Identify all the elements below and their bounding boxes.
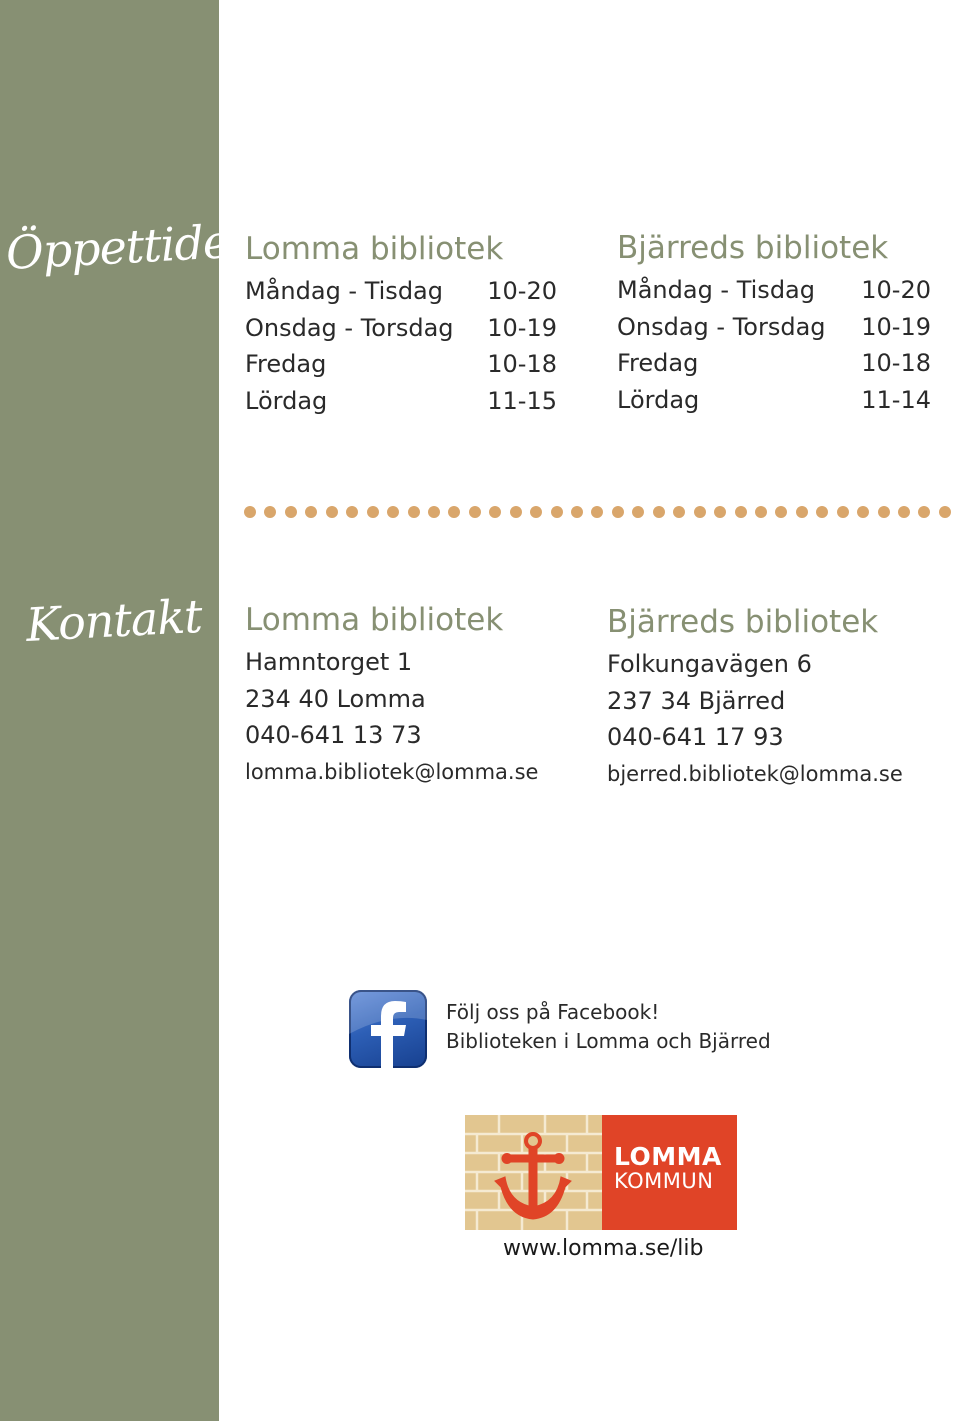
facebook-page-name: Biblioteken i Lomma och Bjärred	[446, 1029, 771, 1053]
divider-dot	[735, 506, 747, 518]
divider-dot	[837, 506, 849, 518]
hours-row	[617, 382, 931, 419]
hours-bjarred	[617, 230, 931, 418]
divider-dot	[285, 506, 297, 518]
contact-bjarred-title: Bjärreds bibliotek	[607, 604, 879, 640]
divider-dot	[551, 506, 563, 518]
phone-number: 040-641 13 73	[245, 721, 422, 749]
divider-dot	[408, 506, 420, 518]
hours-time: 10-20	[487, 277, 557, 305]
hours-lomma	[245, 231, 557, 419]
hours-time: 10-19	[487, 313, 557, 342]
divider-dot	[469, 506, 481, 518]
anchor-icon	[465, 1115, 602, 1230]
divider-dot	[244, 506, 256, 518]
divider-dot	[571, 506, 583, 518]
divider-dot	[857, 506, 869, 518]
hours-day: Måndag - Tisdag	[617, 276, 815, 304]
email-link[interactable]: lomma.bibliotek@lomma.se	[245, 759, 539, 784]
street-address: Hamntorget 1	[245, 648, 413, 676]
divider-dot	[264, 506, 276, 518]
divider-dot	[714, 506, 726, 518]
email-link[interactable]: bjerred.bibliotek@lomma.se	[607, 761, 903, 786]
contact-bjarred	[607, 604, 903, 792]
divider-dot	[428, 506, 440, 518]
divider-dot	[530, 506, 542, 518]
hours-day: Måndag - Tisdag	[245, 277, 443, 305]
divider-dot	[939, 506, 951, 518]
divider-dot	[796, 506, 808, 518]
logo-word-kommun: KOMMUN	[614, 1169, 714, 1193]
divider-dot	[367, 506, 379, 518]
postal-address: 237 34 Bjärred	[607, 686, 786, 715]
divider-dot	[305, 506, 317, 518]
divider-dot	[346, 506, 358, 518]
hours-time: 10-20	[861, 276, 931, 304]
divider-dot	[489, 506, 501, 518]
lomma-kommun-logo	[602, 1115, 737, 1230]
facebook-text	[446, 998, 771, 1056]
divider-dot	[775, 506, 787, 518]
divider-dot	[918, 506, 930, 518]
divider-dot	[878, 506, 890, 518]
website-link[interactable]: www.lomma.se/lib	[503, 1236, 704, 1261]
hours-heading: Öppettider	[4, 213, 252, 280]
contact-lomma	[245, 602, 538, 790]
divider-dot	[755, 506, 767, 518]
hours-day: Lördag	[617, 385, 700, 414]
hours-time: 10-18	[861, 349, 931, 377]
logo-word-lomma: LOMMA	[614, 1142, 722, 1171]
divider-dot	[898, 506, 910, 518]
divider-dot	[673, 506, 685, 518]
divider-dot	[448, 506, 460, 518]
dotted-divider	[244, 506, 960, 518]
postal-address: 234 40 Lomma	[245, 684, 426, 713]
hours-time: 11-14	[861, 385, 931, 414]
hours-day: Fredag	[245, 350, 327, 378]
divider-dot	[632, 506, 644, 518]
divider-dot	[694, 506, 706, 518]
contact-heading: Kontakt	[24, 588, 203, 652]
hours-lomma-title: Lomma bibliotek	[245, 231, 504, 267]
hours-row	[617, 272, 931, 309]
divider-dot	[612, 506, 624, 518]
divider-dot	[326, 506, 338, 518]
contact-lomma-title: Lomma bibliotek	[245, 602, 504, 638]
hours-day: Onsdag - Torsdag	[245, 313, 454, 342]
facebook-follow-text: Följ oss på Facebook!	[446, 1000, 660, 1024]
hours-time: 10-18	[487, 350, 557, 378]
hours-day: Onsdag - Torsdag	[617, 312, 826, 341]
divider-dot	[653, 506, 665, 518]
hours-day: Lördag	[245, 386, 328, 415]
hours-row	[245, 383, 557, 420]
hours-day: Fredag	[617, 349, 699, 377]
hours-time: 10-19	[861, 312, 931, 341]
sidebar	[0, 0, 219, 1421]
hours-time: 11-15	[487, 386, 557, 415]
divider-dot	[591, 506, 603, 518]
phone-number: 040-641 17 93	[607, 723, 784, 751]
facebook-icon[interactable]	[349, 990, 427, 1068]
divider-dot	[510, 506, 522, 518]
divider-dot	[387, 506, 399, 518]
hours-row	[245, 273, 557, 310]
hours-row	[245, 346, 557, 383]
street-address: Folkungavägen 6	[607, 650, 812, 678]
hours-bjarred-title: Bjärreds bibliotek	[617, 230, 889, 266]
hours-row	[617, 345, 931, 382]
hours-row	[245, 310, 557, 347]
divider-dot	[816, 506, 828, 518]
hours-row	[617, 309, 931, 346]
